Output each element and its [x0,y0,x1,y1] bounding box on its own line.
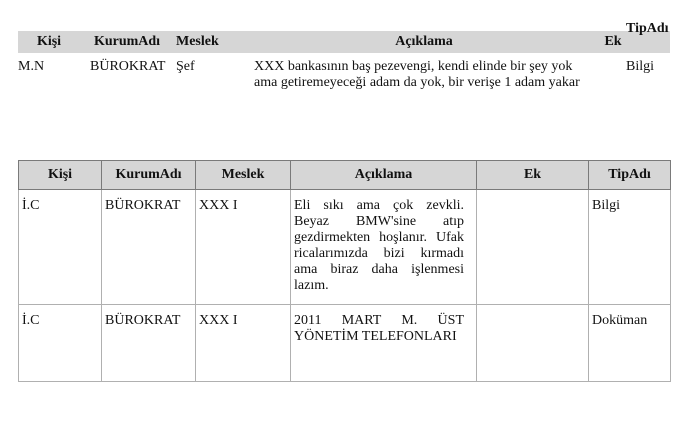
cell-kisi: İ.C [19,305,102,382]
cell-meslek: XXX I [196,190,291,305]
cell-tip: Doküman [589,305,671,382]
table2-header-kurum: KurumAdı [102,161,196,190]
records-table-1 [18,21,670,91]
table-row [19,190,671,305]
table-row [18,53,670,91]
cell-tip: Bilgi [626,59,655,74]
cell-kurum: BÜROKRAT [90,59,166,74]
table1-header-row [18,31,670,53]
cell-kisi: M.N [18,59,45,74]
table1-header-meslek: Meslek [174,31,246,53]
table2-header-meslek: Meslek [196,161,291,190]
table2-header-tip: TipAdı [589,161,671,190]
cell-ek [477,305,589,382]
table2-header-kisi: Kişi [19,161,102,190]
cell-kurum: BÜROKRAT [102,190,196,305]
cell-aciklama: Eli sıkı ama çok zevkli. Beyaz BMW'sine atıp gezdirmekten hoşlanır. Ufak ricalarımızda bizi kırmadı ama biraz daha işlenmesi lazım. [291,190,477,305]
cell-aciklama: XXX bankasının baş pezevengi, kendi elinde bir şey yok ama getiremeyeceği adam da yok, bir verişe 1 adam yakar [254,59,580,90]
table2-header-row [19,161,671,190]
table1-header-aciklama: Açıklama [246,31,602,53]
table1-header-ek: Ek [602,31,624,53]
records-table-2 [18,160,671,382]
table2-header-aciklama: Açıklama [291,161,477,190]
cell-ek [602,53,624,91]
table1-header-kurum: KurumAdı [80,31,174,53]
table-row [19,305,671,382]
cell-kurum: BÜROKRAT [102,305,196,382]
cell-aciklama: 2011 MART M. ÜST YÖNETİM TELEFONLARI [291,305,477,382]
cell-meslek: XXX I [196,305,291,382]
cell-kisi: İ.C [19,190,102,305]
table1-header-kisi: Kişi [18,31,80,53]
cell-ek [477,190,589,305]
cell-tip: Bilgi [589,190,671,305]
cell-meslek: Şef [176,59,195,74]
table1-header-tip: TipAdı [624,31,670,53]
table2-header-ek: Ek [477,161,589,190]
